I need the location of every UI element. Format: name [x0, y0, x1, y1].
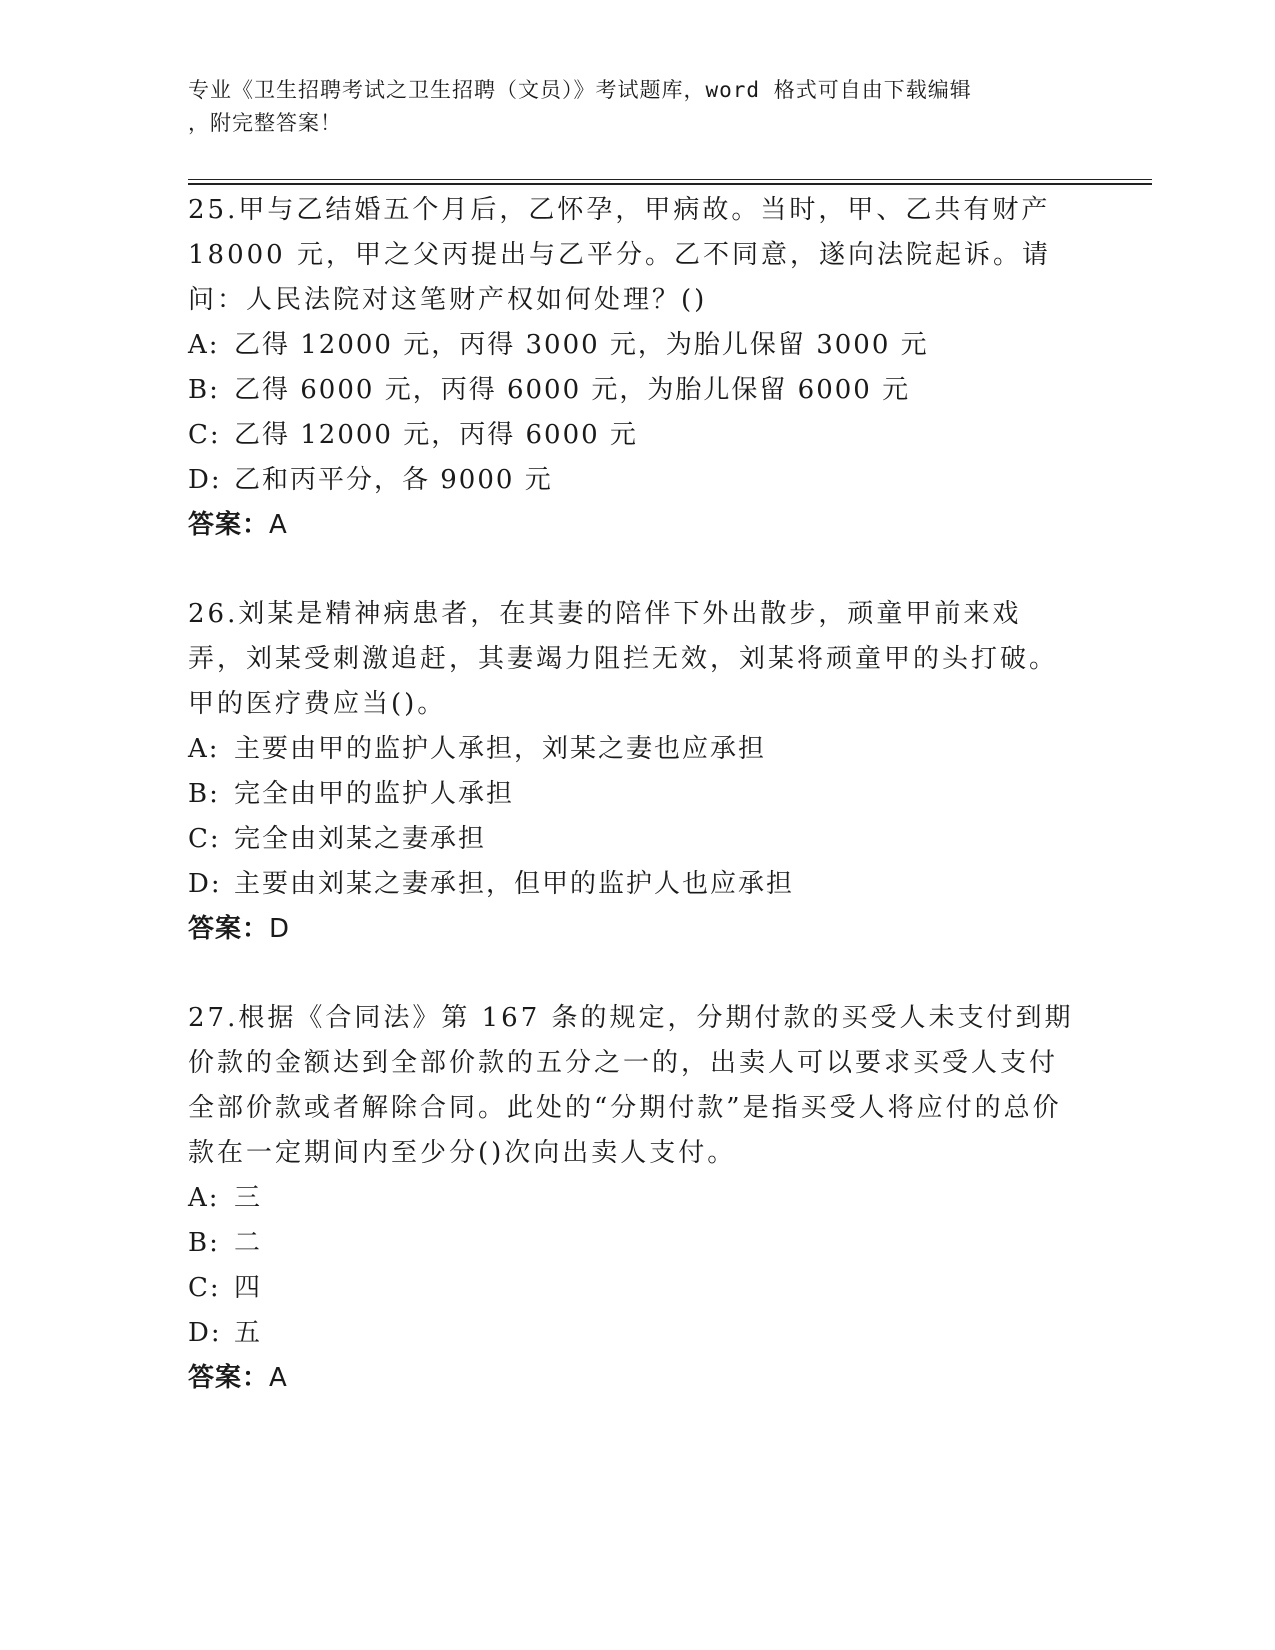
- answer-line: [188, 907, 1078, 952]
- option-text: 二: [234, 1228, 263, 1258]
- answer-line: [188, 1356, 1078, 1401]
- option-text: 完全由甲的监护人承担: [234, 779, 515, 809]
- question-27: [188, 996, 1078, 1401]
- option-c: [188, 413, 1078, 458]
- option-text: 主要由甲的监护人承担，刘某之妻也应承担: [234, 734, 767, 764]
- option-text: 乙得 6000 元，丙得 6000 元，为胎儿保留 6000 元: [234, 375, 911, 405]
- answer-line: [188, 503, 1078, 548]
- option-b: [188, 1221, 1078, 1266]
- option-text: 完全由刘某之妻承担: [234, 824, 487, 854]
- option-c: [188, 1266, 1078, 1311]
- question-25: [188, 188, 1078, 548]
- option-key: D:: [188, 465, 222, 495]
- question-26: [188, 592, 1078, 952]
- option-text: 乙得 12000 元，丙得 6000 元: [234, 420, 638, 450]
- answer-label: 答案：: [188, 914, 270, 944]
- option-text: 乙和丙平分，各 9000 元: [234, 465, 553, 495]
- answer-value: D: [269, 914, 291, 944]
- option-key: A:: [188, 734, 220, 764]
- option-key: D:: [188, 1318, 222, 1348]
- question-stem: 25.甲与乙结婚五个月后，乙怀孕，甲病故。当时，甲、乙共有财产 18000 元，甲之父丙提出与乙平分。乙不同意，遂向法院起诉。请问：人民法院对这笔财产权如何处理？(): [188, 195, 1051, 315]
- option-text: 五: [234, 1318, 263, 1348]
- option-d: [188, 458, 1078, 503]
- header-divider-thin: [188, 179, 1152, 180]
- question-stem: 27.根据《合同法》第 167 条的规定，分期付款的买受人未支付到期价款的金额达到全部价款的五分之一的，出卖人可以要求买受人支付全部价款或者解除合同。此处的“分期付款”是指买受人将应付的总价款在一定期间内至少分()次向出卖人支付。: [188, 1003, 1074, 1168]
- header-divider-thick: [188, 183, 1152, 185]
- header-line-2: ，附完整答案！: [188, 111, 342, 135]
- option-d: [188, 1311, 1078, 1356]
- option-key: B:: [188, 375, 220, 405]
- option-key: B:: [188, 1228, 220, 1258]
- option-a: [188, 727, 1078, 772]
- option-key: C:: [188, 824, 221, 854]
- option-d: [188, 862, 1078, 907]
- option-key: A:: [188, 330, 220, 360]
- question-stem: 26.刘某是精神病患者，在其妻的陪伴下外出散步，顽童甲前来戏弄，刘某受刺激追赶，其妻竭力阻拦无效，刘某将顽童甲的头打破。甲的医疗费应当()。: [188, 599, 1059, 719]
- answer-value: A: [269, 510, 288, 540]
- option-key: D:: [188, 869, 222, 899]
- header-line-1: 专业《卫生招聘考试之卫生招聘（文员）》考试题库，word 格式可自由下载编辑: [188, 78, 972, 102]
- option-a: [188, 323, 1078, 368]
- option-key: C:: [188, 1273, 221, 1303]
- option-b: [188, 368, 1078, 413]
- option-text: 乙得 12000 元，丙得 3000 元，为胎儿保留 3000 元: [234, 330, 929, 360]
- option-text: 主要由刘某之妻承担，但甲的监护人也应承担: [234, 869, 795, 899]
- option-key: C:: [188, 420, 221, 450]
- page-header: [188, 74, 1068, 140]
- answer-label: 答案：: [188, 510, 270, 540]
- answer-label: 答案：: [188, 1363, 270, 1393]
- option-b: [188, 772, 1078, 817]
- option-text: 四: [234, 1273, 263, 1303]
- option-c: [188, 817, 1078, 862]
- option-key: B:: [188, 779, 220, 809]
- option-a: [188, 1176, 1078, 1221]
- option-key: A:: [188, 1183, 220, 1213]
- option-text: 三: [234, 1183, 263, 1213]
- answer-value: A: [269, 1363, 288, 1393]
